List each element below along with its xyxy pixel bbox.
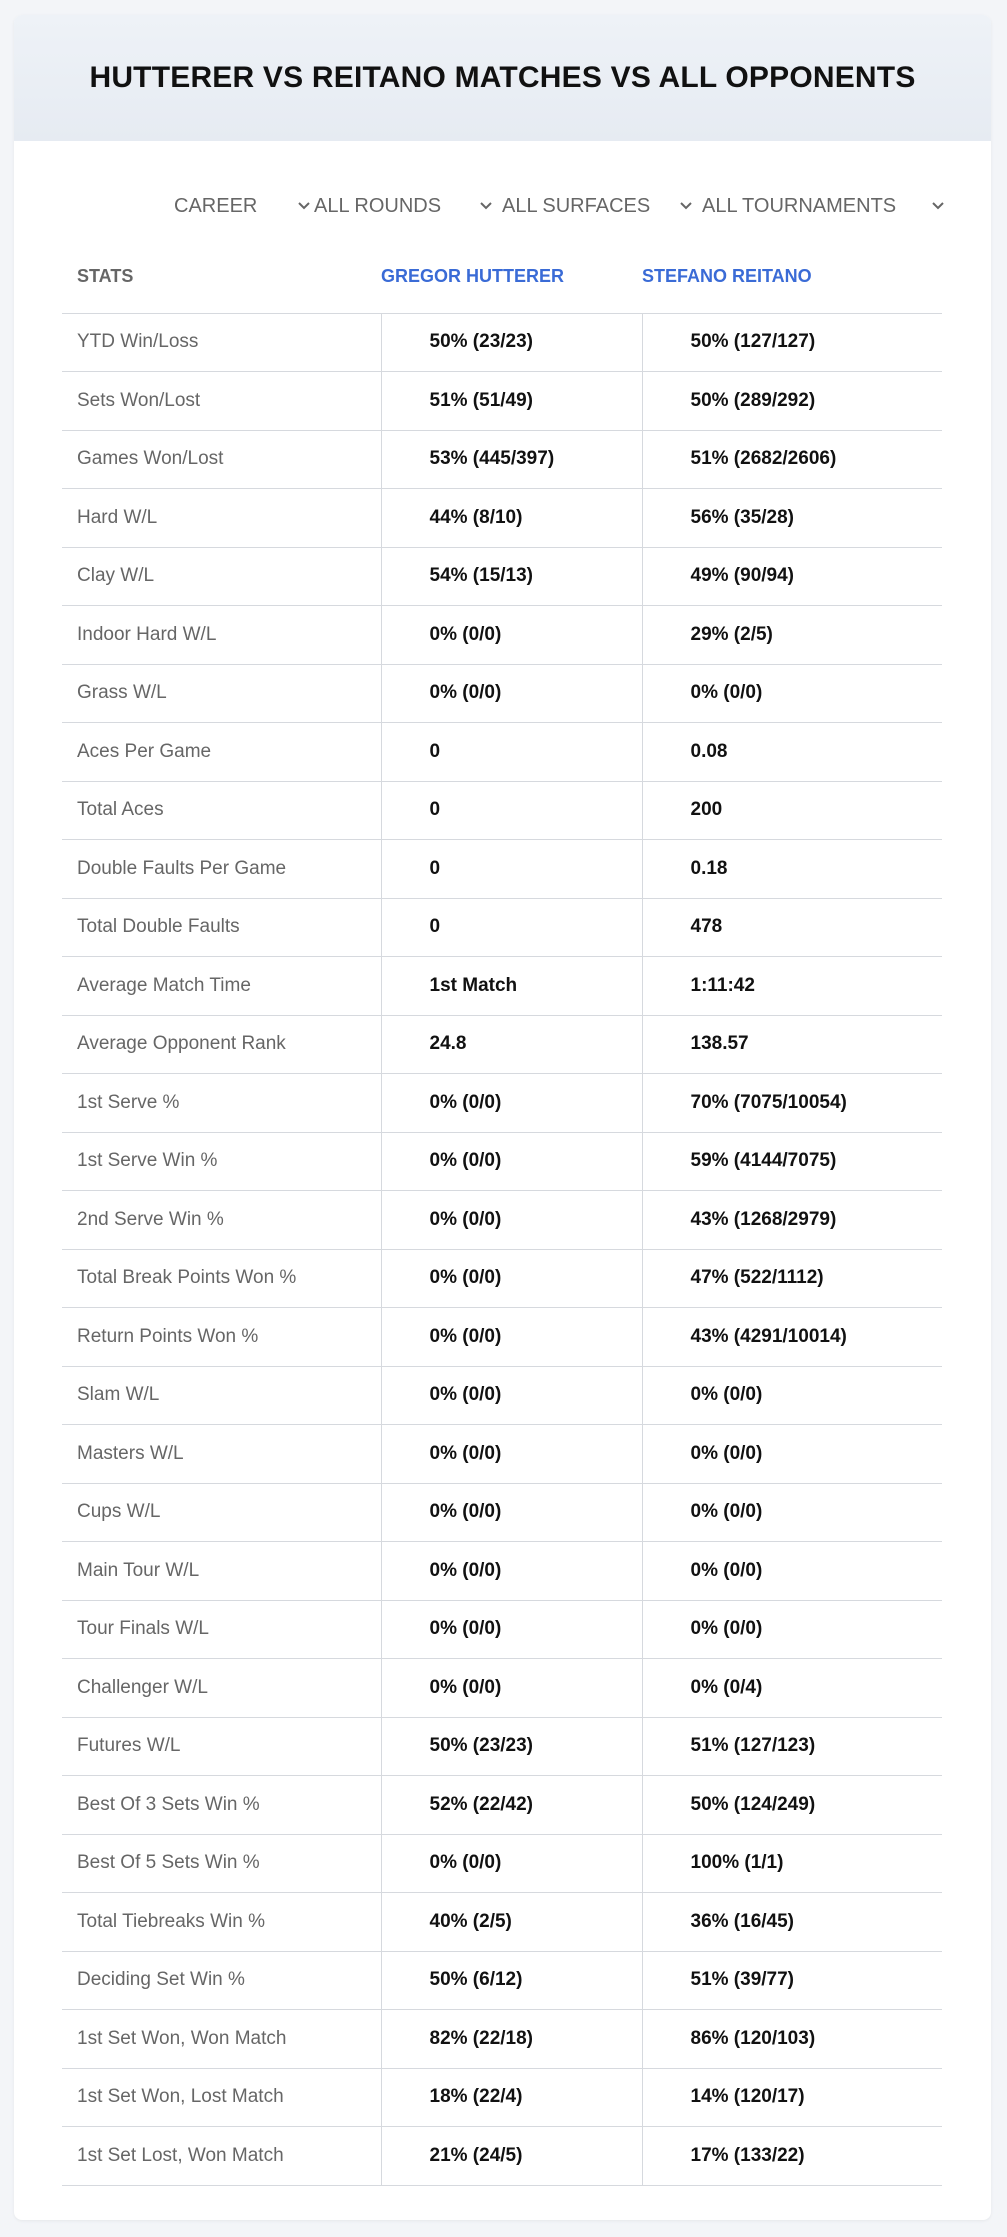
player1-value: 0 <box>381 840 642 899</box>
card-header <box>14 15 991 141</box>
chevron-down-icon <box>294 196 314 216</box>
stat-label: Aces Per Game <box>62 723 381 782</box>
stat-label: Total Break Points Won % <box>62 1249 381 1308</box>
player2-value: 43% (1268/2979) <box>642 1191 942 1250</box>
chevron-down-icon <box>476 196 496 216</box>
player2-value: 14% (120/17) <box>642 2068 942 2127</box>
filter-career-dropdown[interactable] <box>174 188 314 224</box>
stat-label: Average Match Time <box>62 957 381 1016</box>
player1-value: 24.8 <box>381 1015 642 1074</box>
player1-value: 18% (22/4) <box>381 2068 642 2127</box>
player2-value: 0% (0/0) <box>642 1425 942 1484</box>
player1-value: 0% (0/0) <box>381 1308 642 1367</box>
filter-surfaces-dropdown[interactable] <box>502 188 702 224</box>
player2-value: 478 <box>642 898 942 957</box>
table-row <box>62 2127 942 2186</box>
player1-value: 0% (0/0) <box>381 606 642 665</box>
player1-value: 0% (0/0) <box>381 1425 642 1484</box>
player1-value: 52% (22/42) <box>381 1776 642 1835</box>
filter-label: ALL TOURNAMENTS <box>702 194 897 217</box>
table-row <box>62 2010 942 2069</box>
table-row <box>62 898 942 957</box>
player1-value: 0% (0/0) <box>381 1132 642 1191</box>
player1-value: 0 <box>381 723 642 782</box>
player1-value: 50% (23/23) <box>381 313 642 372</box>
table-row <box>62 1717 942 1776</box>
chevron-down-icon <box>676 196 696 216</box>
table-row <box>62 840 942 899</box>
table-row <box>62 1191 942 1250</box>
stat-label: Total Tiebreaks Win % <box>62 1893 381 1952</box>
player2-value: 100% (1/1) <box>642 1834 942 1893</box>
stat-label: Slam W/L <box>62 1366 381 1425</box>
stat-label: Best Of 3 Sets Win % <box>62 1776 381 1835</box>
player1-value: 53% (445/397) <box>381 430 642 489</box>
player1-value: 0% (0/0) <box>381 1483 642 1542</box>
player1-value: 82% (22/18) <box>381 2010 642 2069</box>
stat-label: 1st Set Won, Lost Match <box>62 2068 381 2127</box>
stat-label: 1st Serve % <box>62 1074 381 1133</box>
player1-value: 54% (15/13) <box>381 547 642 606</box>
stats-card <box>14 15 991 2220</box>
table-header-row <box>62 245 942 313</box>
filter-label: CAREER <box>174 194 258 217</box>
table-row <box>62 1074 942 1133</box>
table-row <box>62 1249 942 1308</box>
filter-label: ALL SURFACES <box>502 194 651 217</box>
stat-label: 1st Set Lost, Won Match <box>62 2127 381 2186</box>
player2-value: 0% (0/0) <box>642 1483 942 1542</box>
table-row <box>62 1425 942 1484</box>
stat-label: Total Double Faults <box>62 898 381 957</box>
player1-value: 0% (0/0) <box>381 664 642 723</box>
table-row <box>62 1366 942 1425</box>
stat-label: 1st Serve Win % <box>62 1132 381 1191</box>
stat-label: Average Opponent Rank <box>62 1015 381 1074</box>
table-row <box>62 547 942 606</box>
player2-value: 47% (522/1112) <box>642 1249 942 1308</box>
player1-value: 44% (8/10) <box>381 489 642 548</box>
chevron-down-icon <box>928 196 948 216</box>
player2-value: 59% (4144/7075) <box>642 1132 942 1191</box>
stat-label: YTD Win/Loss <box>62 313 381 372</box>
table-row <box>62 606 942 665</box>
player2-value: 49% (90/94) <box>642 547 942 606</box>
player2-value: 86% (120/103) <box>642 2010 942 2069</box>
player2-value: 50% (124/249) <box>642 1776 942 1835</box>
player1-value: 0 <box>381 781 642 840</box>
player2-value: 51% (127/123) <box>642 1717 942 1776</box>
table-row <box>62 1542 942 1601</box>
stat-label: Deciding Set Win % <box>62 1951 381 2010</box>
player2-value: 0% (0/4) <box>642 1659 942 1718</box>
stat-label: Hard W/L <box>62 489 381 548</box>
table-row <box>62 957 942 1016</box>
player2-value: 43% (4291/10014) <box>642 1308 942 1367</box>
table-row <box>62 1776 942 1835</box>
table-row <box>62 372 942 431</box>
column-header-player2[interactable]: STEFANO REITANO <box>642 245 942 313</box>
stat-label: Sets Won/Lost <box>62 372 381 431</box>
filter-label: ALL ROUNDS <box>314 194 442 217</box>
table-row <box>62 1659 942 1718</box>
player2-value: 56% (35/28) <box>642 489 942 548</box>
table-row <box>62 1600 942 1659</box>
stat-label: Masters W/L <box>62 1425 381 1484</box>
player1-value: 0% (0/0) <box>381 1834 642 1893</box>
player1-value: 50% (23/23) <box>381 1717 642 1776</box>
player1-value: 0% (0/0) <box>381 1542 642 1601</box>
player1-value: 0% (0/0) <box>381 1659 642 1718</box>
player2-value: 36% (16/45) <box>642 1893 942 1952</box>
stats-table-body <box>62 313 942 2185</box>
table-row <box>62 664 942 723</box>
table-row <box>62 430 942 489</box>
column-header-stats: STATS <box>62 245 381 313</box>
table-row <box>62 1308 942 1367</box>
player1-value: 21% (24/5) <box>381 2127 642 2186</box>
stat-label: Double Faults Per Game <box>62 840 381 899</box>
player2-value: 29% (2/5) <box>642 606 942 665</box>
stat-label: Futures W/L <box>62 1717 381 1776</box>
player2-value: 138.57 <box>642 1015 942 1074</box>
player1-value: 51% (51/49) <box>381 372 642 431</box>
stat-label: Main Tour W/L <box>62 1542 381 1601</box>
stats-table <box>62 245 942 2186</box>
table-row <box>62 1132 942 1191</box>
stat-label: 1st Set Won, Won Match <box>62 2010 381 2069</box>
player2-value: 50% (127/127) <box>642 313 942 372</box>
player2-value: 70% (7075/10054) <box>642 1074 942 1133</box>
table-row <box>62 781 942 840</box>
filter-tournaments-dropdown[interactable] <box>702 188 948 224</box>
player1-value: 0% (0/0) <box>381 1600 642 1659</box>
stat-label: Clay W/L <box>62 547 381 606</box>
stat-label: Tour Finals W/L <box>62 1600 381 1659</box>
table-row <box>62 1951 942 2010</box>
stat-label: Cups W/L <box>62 1483 381 1542</box>
table-row <box>62 2068 942 2127</box>
filter-bar <box>174 188 948 224</box>
filter-rounds-dropdown[interactable] <box>314 188 502 224</box>
stat-label: Grass W/L <box>62 664 381 723</box>
table-row <box>62 723 942 782</box>
stat-label: 2nd Serve Win % <box>62 1191 381 1250</box>
player2-value: 0.18 <box>642 840 942 899</box>
table-row <box>62 489 942 548</box>
player2-value: 0% (0/0) <box>642 1600 942 1659</box>
player2-value: 51% (2682/2606) <box>642 430 942 489</box>
table-row <box>62 1893 942 1952</box>
stat-label: Total Aces <box>62 781 381 840</box>
player2-value: 0% (0/0) <box>642 664 942 723</box>
player2-value: 51% (39/77) <box>642 1951 942 2010</box>
stat-label: Games Won/Lost <box>62 430 381 489</box>
stat-label: Best Of 5 Sets Win % <box>62 1834 381 1893</box>
stat-label: Return Points Won % <box>62 1308 381 1367</box>
table-row <box>62 1483 942 1542</box>
table-row <box>62 313 942 372</box>
page-title: HUTTERER VS REITANO MATCHES VS ALL OPPONENTS <box>89 61 916 94</box>
player1-value: 0% (0/0) <box>381 1074 642 1133</box>
stat-label: Indoor Hard W/L <box>62 606 381 665</box>
stat-label: Challenger W/L <box>62 1659 381 1718</box>
table-row <box>62 1015 942 1074</box>
player1-value: 40% (2/5) <box>381 1893 642 1952</box>
player1-value: 0% (0/0) <box>381 1366 642 1425</box>
player2-value: 0% (0/0) <box>642 1366 942 1425</box>
player2-value: 0% (0/0) <box>642 1542 942 1601</box>
player2-value: 17% (133/22) <box>642 2127 942 2186</box>
player2-value: 200 <box>642 781 942 840</box>
player1-value: 50% (6/12) <box>381 1951 642 2010</box>
player1-value: 0% (0/0) <box>381 1249 642 1308</box>
player1-value: 0% (0/0) <box>381 1191 642 1250</box>
column-header-player1[interactable]: GREGOR HUTTERER <box>381 245 642 313</box>
player1-value: 0 <box>381 898 642 957</box>
table-row <box>62 1834 942 1893</box>
player2-value: 0.08 <box>642 723 942 782</box>
player2-value: 1:11:42 <box>642 957 942 1016</box>
player1-value: 1st Match <box>381 957 642 1016</box>
player2-value: 50% (289/292) <box>642 372 942 431</box>
